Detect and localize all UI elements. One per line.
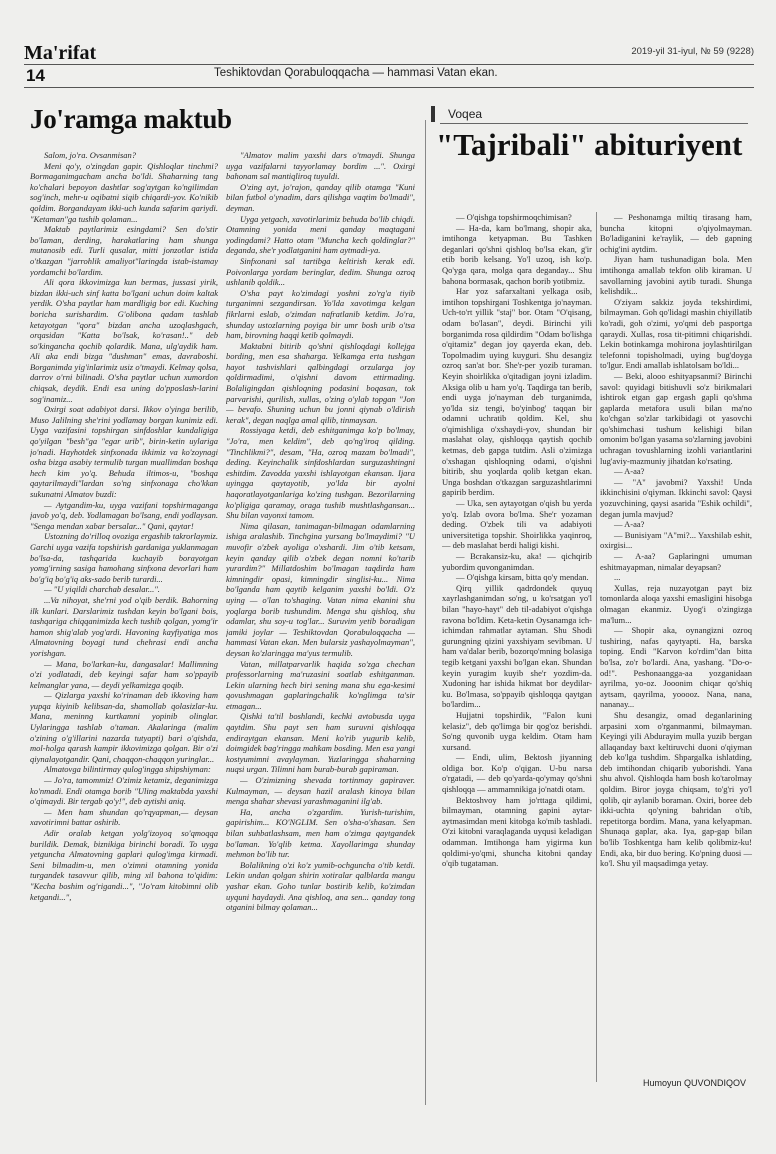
paragraph: Oxirgi soat adabiyot darsi. Ikkov o'yinga berilib, Muso Jalilning she'rini yodlamay borgan kunimiz edi. Uyga vazifasini topshirgan sinfdoshlar kundaligiga qo'yilgan "besh"ga "egar urib", birin-ketin uylariga jo'nadi. Hayhotdek sinfxonada ikkimiz va ko'zoynagi osha bizga asabiy termulib turgan muallimdan boshqa hech kim yo'q. Behuda iltimos-u, "boshqa qaytarilmaydi"lardan so'ng sinfxonaga cho'kkan sukunatni Almatov buzdi:: [30, 404, 218, 499]
paragraph: Bolalikning o'zi ko'z yumib-ochguncha o'tib ketdi. Lekin undan qolgan shirin xotiralar qalblarda mangu yashar ekan. Goho tunlar bostirib kelib, ko'zimdan uyquni haydaydi. Ana qishloq, ana sen... qanday tong otganini bilmay qolaman...: [226, 859, 415, 913]
paragraph: — Qizlarga yaxshi ko'rinaman deb ikkoving ham yupqa kiyinib kelibsan-da, shamollab qolasizlar-ku. Mana, meninng kurtkamni yopinib olinglar. Uylaringga tashlab o'taman. Akalaringa (malim o'zining o'g'illarini nazarda tutyapti) bari o'qishda, mol-holga qarash kampir ikkovimizga qolgan. Bir o'zi qiynalayotgandir. Qani, chaqqon-chaqqon yuringlar...: [30, 690, 218, 764]
paragraph: O'sha payt ko'zimdagi yoshni zo'rg'a tiyib turganimni sezgandirsan. Yo'lda xavotimga kelgan fikrlarni eslab, o'zimdan nafratlanib ketdim. Jo'ra, shunday ustozlarning poyiga bir umr bosh urib o'tsa ham, birovning haqqi ketib qolmaydi.: [226, 287, 415, 341]
sidebar-column-2: [600, 212, 752, 1072]
rubric-marker: [431, 106, 435, 122]
paragraph: Ustozning do'rilloq ovoziga ergashib takrorlaymiz. Garchi uyga vazifa topshirish gardaniga yuklanmagan bo'lsa-da, tashqarida kuchayib borayotgan yomg'irning sasiga hamohang sinfxona devorlari ham bo'g'iq bo'g'iq aks-sado berib turardi...: [30, 531, 218, 584]
paragraph: ...: [614, 572, 621, 583]
paragraph: — Bunisiyam "A"mi?... Yaxshilab eshit, oxirgisi...: [600, 529, 752, 551]
paragraph: — Uka, sen aytayotgan o'qish bu yerda yo'q. Izlab ovora bo'lma. She'r yozaman deding. O'zbek tili va adabiyoti universitetiga topshir. Shoirlikka yaqinroq, — deb maslahat berdi haligi kishi.: [442, 498, 592, 551]
paragraph: — "U yiqildi charchab desalar...".: [44, 584, 160, 595]
paragraph: O'ziyam sakkiz joyda tekshirdimi, bilmayman. Goh qo'lidagi mashin chiyillatib ko'radi, goh o'zimi, yo'qmi deb pasportga qaraydi. Xullas, rosa tit-pitimni chiqarishdi. Lekin botinkamga mohirona joylashtirilgan telefonni topisholmadi, uying bug'doyga to'lgur. Endi amallab ishlatolsam bo'ldi...: [600, 296, 752, 371]
author-byline: Humoyun QUVONDIQOV: [642, 1078, 746, 1088]
paragraph: — Bcrakansiz-ku, aka! — qichqirib yubordim quvonganimdan.: [442, 551, 592, 572]
paragraph: "Almatov malim yaxshi dars o'tmaydi. Shunga uyga vazifalarni tayyorlamay bordim ...". Oxirgi bahonam sal mantiqliroq tuyuldi.: [226, 150, 415, 182]
paragraph: — O'qishga topshirmoqchimisan?: [456, 212, 572, 222]
paragraph: — Ha-da, kam bo'lmang, shopir aka, imtihonga ketyapman. Bu Tashken deganlari qo'shni qishloq bo'lsa ekan, g'ir etib borib kelsang. Yo'l uzoq, ish ko'p. Qo'yga qara, molga qara deganday... Shu bahona bormasak, qachon borib yotibmiz.: [442, 222, 592, 286]
paragraph: Adir oralab ketgan yolg'izoyoq so'qmoqqa burildik. Demak, biznikiga birinchi boradi. To uyga yetguncha Almatovning gaplari qulog'imga kirmadi. Seni bilmadim-u, men o'zimni otamning yonida turgandek tasavvur qilib, ming xil bahona to'qidim: "Kecha boshim og'rigandi...", "Jo'ram kitobimni olib ketgandi...",: [30, 828, 218, 902]
sidebar-column-1: [442, 212, 592, 1104]
paragraph: ...Va nihoyat, she'rni yod o'qib berdik. Bahorning ilk kunlari. Darslarimiz tushdan keyin bo'lgani bois, tashqariga chiqqanimizda kech tushib qolgan, yomg'ir hamon shig'alab yog'ardi. Havoning kayfiyatiga mos Almatovning boyagi tund chehrasi endi ancha yorishgan.: [30, 594, 218, 658]
paragraph: — Jo'ra, tamommiz! O'zimiz ketamiz, deganimizga ko'nmadi. Endi otamga borib "Uling maktabda yaxshi o'qimaydi. Bir tergab qo'y!", deb aytishi aniq.: [30, 775, 218, 807]
paragraph: Ali qora ikkovimizga kun bermas, jussasi yirik, bizdan ikki-uch sinf katta bo'lgani uchun doim kaltak yerdik. O'sha paytlar ham mardligig bor edi. Kuching boricha surishardim. G'olibona qadam tashlab ketayotgan "qora" bizdan ancha uzoqlashgach, orqasidan "Katta bo'lsak, ko'rasan!.." deb so'kingancha qochib qolardik. Mana, ulg'aydik ham. Ali aka endi bizga "dushman" emas, davraboshi. Borganimda yig'inlarimiz usiz o'tmaydi. Kelmay qolsa, darrov o'rni bilinadi. O'sha paytlar uchun xumordon chiqsak, deydik. Endi esa uning do'pposlash-larini sog'inamiz...: [30, 277, 218, 404]
sidebar-headline: "Tajribali" abituriyent: [436, 127, 743, 162]
paragraph: Ha, ancha o'zgardim. Yurish-turishim, gapirishim... KO'NGLIM. Sen o'sha-o'shasan. Sen bilan suhbatlashsam, men ham o'zimga qaytgandek bo'laman. Yo'qlib ketma. Xayollarimga shunday mehmon bo'lib tur.: [226, 806, 415, 860]
issue-info: 2019-yil 31-iyul, № 59 (9228): [631, 46, 754, 57]
paragraph: Sinfxonani sal tartibga keltirish kerak edi. Poivonlarga yordam beringlar, dedim. Shunga ozroq ushlanib qoldik...: [226, 255, 415, 288]
paragraph: — O'zimizning shevada tortinmay gapiraver. Kulmayman, — deysan hazil aralash kinoya bilan menga shahar shevasi yarashmaganini ilg'ab.: [226, 775, 415, 807]
paragraph: Maktab paytlarimiz esingdami? Sen do'stir bo'laman, derding, harakatlaring ham shunga mutanosib edi. Turli qusalar, mitti jonzotlar istida o'tkazgan "jarrohlik amaliyot"laringda istab-istamay yordamchi bo'lardim.: [30, 224, 218, 277]
paragraph: — A-aa? Gaplaringni umuman eshitmayapman, nimalar deyapsan?: [600, 551, 752, 572]
paragraph: — A-aa?: [614, 519, 645, 530]
paragraph: Hujjatni topshirdik, "Falon kuni kelasiz", deb qo'limga bir qog'oz berishdi. So'ng quvonib uyga keldim. Otam ham xursand.: [442, 709, 592, 752]
paragraph: — Endi, ulim, Bektosh jiyanning oldiga bor. Ko'p o'qigan. U-bu narsa o'rgatadi, — deb qo'yarda-qo'ymay qo'shni qishloqqa — ammamnikiga jo'natdi otam.: [442, 752, 592, 795]
paragraph: — Mana, bo'larkan-ku, dangasalar! Mallimning o'zi yodlatadi, deb keyingi safar ham so'ppayib kelmanglar yana, — deydi yelkamizga qoqib.: [30, 658, 218, 690]
paragraph: — Beki, alooo eshityapsanmi? Birinchi savol: quyidagi bitishuvli so'z birikmalari ishtirok etgan gap ergash gapli qo'shma gaplarda metafora usuli bilan ma'no ko'chgan so'zlar tarkibidagi ot yasovchi qo'shimchasi tushum kelishigi bilan omonim bo'lgan yasama so'zlarning javobini uchragan tovushlarning izohli variantlarini lug'aviy-mazmuniy jihatdan ko'rsating.: [600, 370, 752, 466]
paragraph: Meni qo'y, o'zingdan gapir. Qishloqlar tinchmi? Bormaganimgacham ancha bo'ldi. Shaharning tang ko'chalari bepoyon dashtlar sog'aytgan ko'ngilimdan sog'inch, mehr-u oqibatni siqib chiqardi-yov. Ko'nikib qoldim. Borgandayam ikki-uch kunda safarim qariydi. "Ketaman"ga tushib qolaman...: [30, 160, 218, 224]
paragraph: — Peshonamga miltiq tirasang ham, buncha kitopni o'qiyolmayman. Bo'ladiganini ke'raylik, — deb gapning ochig'ini aytdim.: [600, 212, 752, 254]
letter-headline: Jo'ramga maktub: [30, 104, 232, 134]
rubric-label: Voqea: [440, 106, 748, 124]
paragraph: Bektoshvoy ham jo'rttaga qildimi, bilmayman, otamning gapini aytar-aytmasimdan meni kitobga ko'mib tashladi. O'zi kitobni varaqlaganda uyqusi keladigan odamman. Imtihonga ham yigirma kun qoldimi-yo'qmi, shuncha kitobni qanday o'qib tugataman.: [442, 794, 592, 869]
paragraph: Almatovga bilintirmay qulog'ingga shipshiyman:: [44, 764, 211, 775]
paragraph: Salom, jo'ra. Ovsanmisan?: [44, 150, 137, 160]
paragraph: Qirq yillik qadrdondek quyuq xayrlashganimdan so'ng, u ko'rsatgan yo'l bilan "hayo-hayt" deb til-adabiyot o'qishga ravona bo'ldim. Keta-ketin Oysanamga ich-ichimdan rahmatlar aytaman. Shu Shodi gurungning qizini yaxshiyam sevibman. U ham va'dalar berib, bozorqo'mning bolasiga tegib ketgani yaxshi bo'lgan ekan. Shundan keyin yuragim kuyib she'r yozdim-da. Xudoning har ishida hikmat bor deydilar-ku. Bo'lmasa, so'ppayib qishloqqa qaytgan bo'lardim...: [442, 582, 592, 710]
page-number: 14: [26, 66, 45, 85]
running-head: Teshiktovdan Qorabuloqqacha — hammasi Vatan ekan.: [214, 67, 498, 79]
paragraph: Uyga yetgach, xavotirlarimiz behuda bo'lib chiqdi. Otamning yonida meni qanday maqtagani yodingdami? Hatto otam "Muncha kech qoldinglar?" deganda, she'r yodlatganini ham aytmadi-ya.: [226, 213, 415, 256]
paragraph: Nima qilasan, tanimagan-bilmagan odamlarning ishiga aralashib. Tinchgina yursang bo'lmaydimi? "U muvofir o'zbek ayoliga o'xshardi. Jim o'tib ketsam, keyin qanday qilib o'zbek degan nomni ko'tarib yurardim?" Millatdoshim bo'lmagan taqdirda ham kimningdir opasi, kimningdir singlisi-ku... Nima bo'lganda ham qaytib kelganim yaxshi bo'ldi. O'z uying — o'lan to'shaging. Vatan nima ekanini shu yoqlarga borib tushundim. Menga shu qishloq, shu odamlar, shu soy-u tog'lar... Suruvim yetib boradigan jamiki joylar — Teshiktovdan Qorabuloqqacha — hammasi Vatan ekan. Men bularsiz yashayolmayman", deysan ko'zlaringga ma'yus termulib.: [226, 520, 415, 658]
paragraph: Jiyan ham tushunadigan bola. Men imtihonga amallab tekfon olib kiraman. U savollarning javobini aytib turadi. Shunga kelishdik...: [600, 254, 752, 297]
paragraph: Vatan, millatparvarlik haqida so'zga chechan professorlarning ma'ruzasini soatlab eshitganman. Lekin ularning hech biri sening mana shu ega-kesimi qovushmagan gaplaringchalik ko'nglimga ta'sir etmagan...: [226, 658, 415, 711]
paragraph: Qishki ta'til boshlandi, kechki avtobusda uyga qaytdim. Shu payt sen ham suruvni qishloqqa endiraytgan ekansan. Meni ko'rib yugurib kelib, doimgidek bag'ringga mahkam bosding. Men esa yangi kostyumimni avaylayman. Yuzlaringga shaharning nuqsi urgan. Tilimni ham burab-burab gapiraman.: [226, 711, 415, 775]
paragraph: Har yoz safarxaltani yelkaga osib, imtihon topshirgani Toshkentga jo'nayman. Uch-to'rt yillik "staj" bor. Otam "O'qisang, odam bo'lasan", deydi. Birinchi yili borganimda rosa qildirdim "Odam bo'lishga o'qitamiz" degan joy qayerda ekan, deb. Topolmadim uying kuyguri. Shu desangiz ozroq san'at bor. She'r-per yozib turaman. Keyin shoirlikka o'qitadigan joyni izladim. Aksiga olib u ham yo'q. Taqdirga tan berib, endi uyga jo'nayman deb turganimda, yo'lda siz tengi, bo'yinbog' taqqan bir odamni uchratib qoldim. Kel, shu o'qimishliga o'xshaydi-yov, shundan bir maslahat olay, qishloqqa qaytish qochib ketmas, deb gapga tutdim. Asli o'zimizga o'xshagan qishloqning odami, o'qishni bitirib, shu yoqlarda qolib ketgan ekan. Unga boshdan o'tkazgan sarguzashtlarimni gapirib berdim.: [442, 286, 592, 498]
paragraph: — A-aa?: [614, 466, 645, 477]
paragraph: Xullas, reja nuzayotgan payt biz tomonlarda aloqa yaxshi emasligini hisobga olmagan ekanmiz. Uyog'i o'zingizga ma'lum...: [600, 582, 752, 625]
paragraph: — Aytgandim-ku, uyga vazifani topshirmaganga javob yo'q, deb. Yodlamagan bo'lsang, endi yodlaysan. "Senga mendan xabar bersalar..." Qani, qaytar!: [30, 499, 218, 531]
letter-column-2: [226, 150, 415, 1095]
paragraph: O'zing ayt, jo'rajon, qanday qilib otamga "Kuni bilan futbol o'ynadim, dars qilishga vaqtim bo'lmadi", deyman.: [226, 181, 415, 213]
paragraph: — "A" javobmi? Yaxshi! Unda ikkinchisini o'qiyman. Ikkinchi savol: Qaysi yozuvchining, qaysi asarida "Eshik ochildi", degan jumla mavjud?: [600, 476, 752, 519]
column-divider: [596, 212, 597, 1082]
paragraph: — O'qishga kirsam, bitta qo'y mendan.: [456, 572, 589, 583]
letter-column-1: [30, 150, 218, 1105]
paragraph: Rossiyaga ketdi, deb eshitganimga ko'p bo'lmay, "Jo'ra, men keldim", deb qo'ng'iroq qilding. "Tinchlikmi?", desam, "Ha, ozroq mazam bo'lmadi", deding. Keyinchalik sinfdoshlardan surguzashtingni eshitdim. Zavodda yaxshi ishlayotgan ekansan. Ijara uyingga qaytayotib, yo'lda bir ayolni haqoratlayotganlariga ko'zing tushgan. Bezorilarning ko'pligiga qaramay, oraga tushib mushtlashgansan... Shu bilan vayonxi tamom.: [226, 425, 415, 521]
newspaper-title: Ma'rifat: [24, 42, 97, 64]
paragraph: — Men ham shundan qo'rqyapman,— deysan xavotirimni battar oshirib.: [30, 806, 218, 828]
paragraph: — Shopir aka, oynangizni ozroq tushiring, nafas qaytyapti. Ha, barska toping. Endi "Karvon ko'rdim"dan bitta bo'lsa, zo'r bo'lardi. Ana, yashang. "Do-o-od!". Peshonaangga-aa yozganidaan ayrilma, yo-oz. Jooonim chiqar qo'shiq aytsam, qayrilma, yooooz. Nana, nana, nananay...: [600, 625, 752, 710]
paragraph: Maktabni bitirib qo'shni qishloqdagi kollejga bording, men esa shaharga. Yelkamga erta tushgan hayot tashvishlari qalbingdagi orzularga joy qoldirmadimi, o'qishni davom ettirmading. Bolaligingdan qishloqning podasini boqasan, tok parvarishi, qurilish, xullas, o'zing o'ylab topgan "Jon — bevafo. Shuning uchun bu jonni qiynab o'ldirish kerak", degan naqlga amal qilib, tinmaysan.: [226, 340, 415, 425]
paragraph: Shu desangiz, omad deganlarining arpasini xom o'rganmanmi, bilmayman. Keyingi yili Abdurayim mulla yuzib bergan allaqanday baxt keltiruvchi duoni o'qiyman deb ko'lga tushdim. Shpargalka ishlatding, deb imtihondan chiqarib yuborishdi. Yana shu ahvol. Qishloqda ham bosh ko'tarolmay qoldim. Biror joyga chiqsam, to'g'ri yo'l qolib, qir aylanib boraman. Oxiri, boree deb ikki-uchta qo'yning bahridan o'tib, repetitorga bordim. Mana, yana kelyapman. Shunaqa gaplar, aka. Iya, gap-gap bilan bo'lib Toshkentga ham kelib qolibmiz-ku! Endi, aka, bir duo bering. Ko'pning duosi — ko'l. Shu yil maqsadimga yetay.: [600, 709, 752, 869]
column-divider: [425, 120, 426, 1105]
